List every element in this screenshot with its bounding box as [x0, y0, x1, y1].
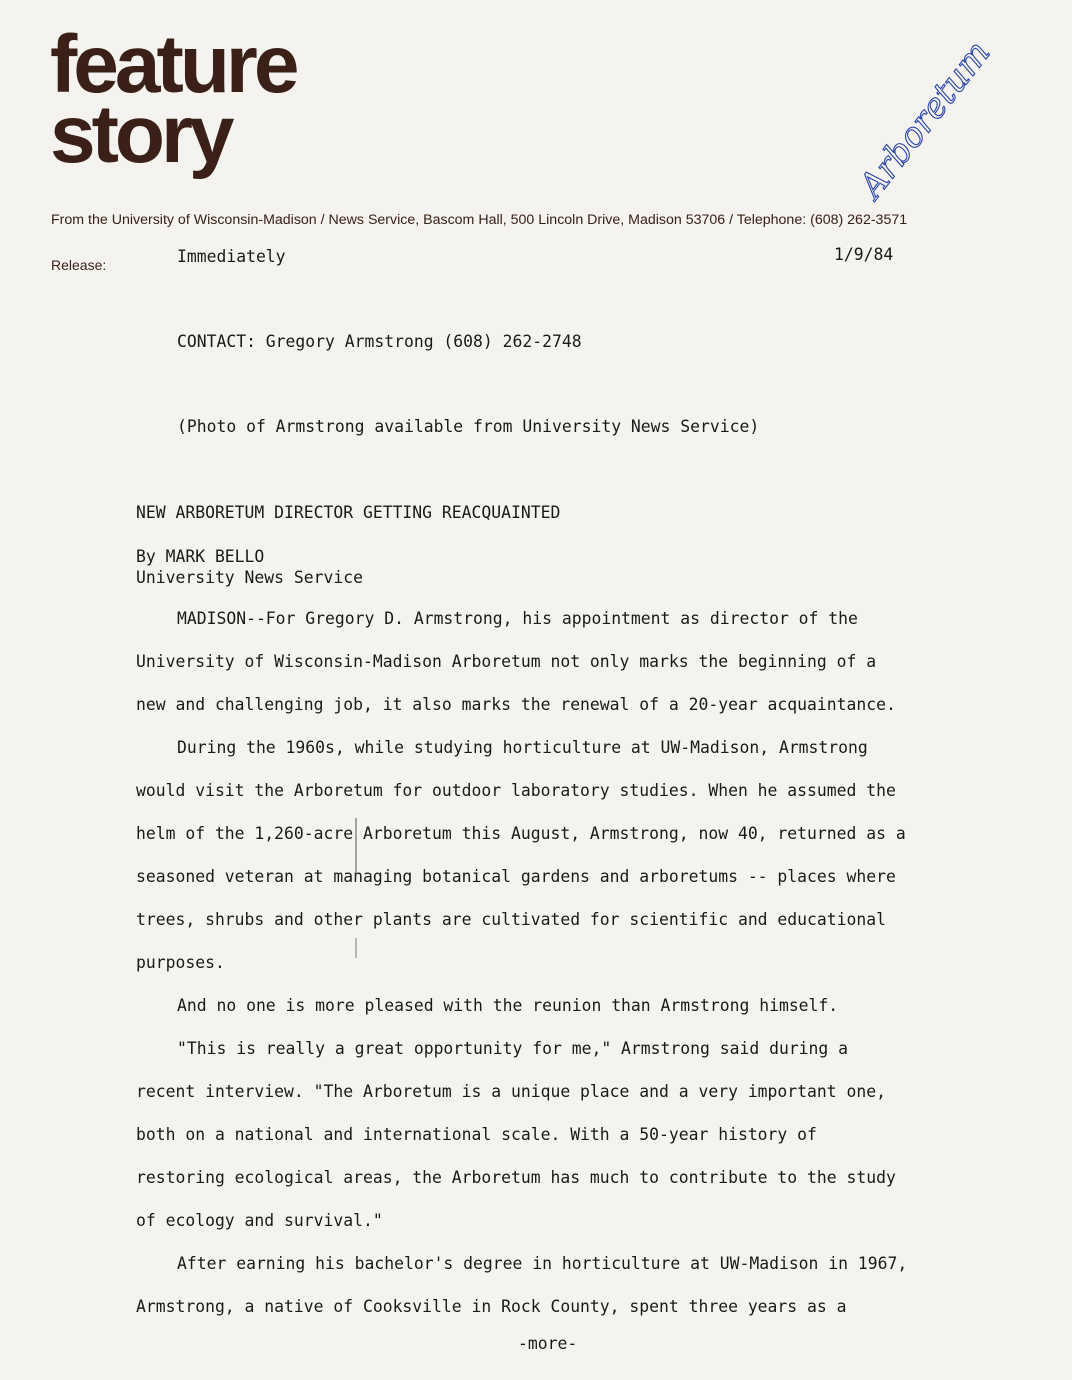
body-line: new and challenging job, it also marks the renewal of a 20-year acquaintance.: [136, 695, 896, 714]
handwritten-annotation-text: Arboretum: [851, 33, 999, 206]
body-line: Armstrong, a native of Cooksville in Rock County, spent three years as a: [136, 1297, 847, 1316]
body-line: would visit the Arboretum for outdoor laboratory studies. When he assumed the: [136, 781, 896, 800]
source-line: From the University of Wisconsin-Madison / News Service, Bascom Hall, 500 Lincoln Drive, Madison 53706 / Telephone: (608) 262-3571: [51, 212, 908, 228]
masthead-logo: [50, 19, 296, 180]
body-line: purposes.: [136, 953, 225, 972]
more-footer: -more-: [518, 1334, 578, 1353]
photo-note: (Photo of Armstrong available from University News Service): [177, 417, 760, 436]
body-line: both on a national and international scale. With a 50-year history of: [136, 1125, 817, 1144]
body-line: helm of the 1,260-acre Arboretum this August, Armstrong, now 40, returned as a: [136, 824, 906, 843]
release-value: Immediately: [177, 247, 286, 266]
body-line: MADISON--For Gregory D. Armstrong, his appointment as director of the: [177, 609, 858, 628]
body-line: During the 1960s, while studying horticulture at UW-Madison, Armstrong: [177, 738, 868, 757]
body-line: And no one is more pleased with the reunion than Armstrong himself.: [177, 996, 839, 1015]
release-date: 1/9/84: [834, 245, 894, 264]
body-line: restoring ecological areas, the Arboretum has much to contribute to the study: [136, 1168, 896, 1187]
byline: [136, 546, 363, 588]
body-line: After earning his bachelor's degree in horticulture at UW-Madison in 1967,: [177, 1254, 908, 1273]
body-line: University of Wisconsin-Madison Arboretum not only marks the beginning of a: [136, 652, 877, 671]
body-line: of ecology and survival.": [136, 1211, 383, 1230]
byline-affiliation: University News Service: [136, 568, 363, 587]
contact-line: CONTACT: Gregory Armstrong (608) 262-2748: [177, 332, 582, 351]
masthead-line-1: feature: [50, 19, 296, 110]
body-line: recent interview. "The Arboretum is a unique place and a very important one,: [136, 1082, 886, 1101]
stray-pen-mark: [355, 818, 357, 958]
body-line: seasoned veteran at managing botanical gardens and arboretums -- places where: [136, 867, 896, 886]
headline: NEW ARBORETUM DIRECTOR GETTING REACQUAINTED: [136, 503, 561, 522]
masthead-line-2: story: [50, 89, 231, 180]
body-line: trees, shrubs and other plants are cultivated for scientific and educational: [136, 910, 886, 929]
body-line: "This is really a great opportunity for me," Armstrong said during a: [177, 1039, 849, 1058]
handwritten-annotation: [851, 33, 999, 212]
byline-author: By MARK BELLO: [136, 547, 265, 566]
release-label: Release:: [51, 257, 107, 273]
article-body: [136, 608, 976, 1339]
